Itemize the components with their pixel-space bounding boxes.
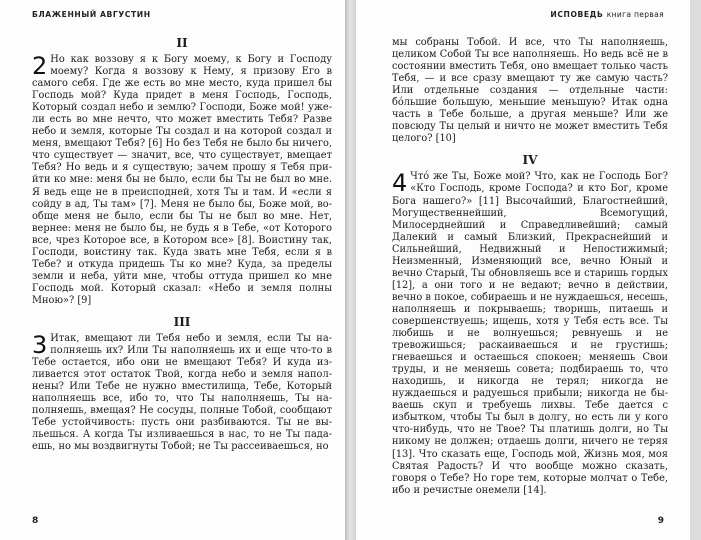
chapter-iii-paragraph	[32, 330, 332, 453]
left-page-text	[32, 36, 332, 453]
chapter-iv-paragraph	[392, 171, 668, 496]
right-page-text	[392, 37, 668, 497]
dropcap-4: 4	[392, 169, 408, 198]
chapter-ii-paragraph	[32, 54, 332, 307]
chapter-iv-text: Что́ же Ты, Боже мой? Что, как не Господь Бог? «Кто Господь, кроме Господа? и кто Бог, кроме Бога нашего?» [11] Высочайший, Благостнейший, Могущественнейший, Всемогущий, Милосерднейший и Справедливейший; самый Далекий и самый Близкий, Прекраснейший и Сильнейший, Недвижный и Непостижимый; Неизменный, Изменяющий все, вечно Юный и вечно Старый, Ты обновляешь все и старишь гордых [12], а они того и не ведают; вечно в действии, вечно в покое, собираешь и не нуждаешься, несешь, наполняешь и покрываешь; творишь, питаешь и совершенствуешь; ищешь, хотя у Тебя есть все. Ты любишь и не волнуешься; ревнуешь и не тревожишься; раскаиваешься и не грустишь; гневаешься и остаешься спокоен; меняешь Свои труды, и не меняешь совета; подбираешь то, что находишь, и никогда не терял; никогда не нуждаешься и радуешься прибыли; никогда не бываешь скуп и требуешь лихвы. Тебе дается с избытком, чтобы Ты был в долгу, но есть ли у кого что-нибудь, что не Твое? Ты платишь долги, но Ты никому не должен; отдаешь долги, ничего не теряя [13]. Что сказать еще, Господь мой, Жизнь моя, моя Святая Радость? И что вообще можно сказать, говоря о Тебе? Но горе тем, которые молчат о Тебе, ибо и речистые онемели [14].	[392, 171, 668, 496]
running-head-left: БЛАЖЕННЫЙ АВГУСТИН	[32, 10, 151, 19]
chapter-heading-ii: II	[176, 36, 188, 50]
dropcap-2: 2	[32, 52, 48, 80]
page-edge	[690, 0, 701, 540]
dropcap-3: 3	[32, 330, 48, 359]
book-gutter	[345, 0, 356, 540]
running-head-subtitle: книга первая	[606, 10, 664, 19]
chapter-heading-iii: III	[173, 314, 191, 329]
continuation-paragraph: мы собраны Тобой. И все, что Ты наполняешь, целиком Собой Ты все наполняешь. Но ведь всё не в состоянии вместить Тебя, оно вмещает только часть Тебя, — и все сразу вмещают ту же самую часть? Или отдельные создания — отдельные части: бо́льшие большую, меньшие меньшую? Итак одна часть в Тебе больше, а другая меньше? Или же повсюду Ты целый и ничто не может вместить Тебя целого? [10]	[392, 37, 668, 145]
chapter-iii-text: Итак, вмещают ли Тебя небо и земля, если Ты наполняешь их? Или Ты наполняешь их и еще что-то в Тебе остается, ибо они не вмещают Тебя? И куда изливается этот остаток Твой, когда небо и земля наполнены? Или Тебе не нужно вместилища, Тебе, Который наполняешь все, ибо то, что Ты наполняешь, Ты наполняешь, вмещая? Не сосуды, полные Тобой, сообщают Тебе устойчивость: пусть они разбиваются. Ты не выльешься. А когда Ты изливаешься в нас, то не Ты падаешь, но мы воздвигнуты Тобой; не Ты рассеиваешься, но	[32, 332, 332, 453]
running-head-title: ИСПОВЕДЬ	[550, 10, 604, 19]
page-number-right: 9	[657, 516, 664, 526]
left-page	[0, 0, 345, 540]
chapter-heading-iv: IV	[522, 153, 538, 168]
right-page	[356, 0, 690, 540]
running-head-right	[550, 10, 664, 19]
page-number-left: 8	[32, 516, 39, 526]
chapter-ii-text: Но как воззову я к Богу моему, к Богу и Господу моему? Когда я воззову к Нему, я призову Его в самого себя. Где же есть во мне место, куда пришел бы Господь мой? Куда придет в меня Господь, Господь, Который создал небо и землю? Господи, Боже мой! ужели есть во мне нечто, что может вместить Тебя? Разве небо и земля, которые Ты создал и на которой создал и меня, вмещают Тебя? [6] Но без Тебя не было бы ничего, что существует — значит, все, что существует, вмещает Тебя? Но ведь и я существую; зачем прошу я Тебя прийти ко мне: меня бы не было, если бы Ты не был во мне. Я ведь еще не в преисподней, хотя Ты и там. И «если я сойду в ад, Ты там» [7]. Меня не было бы, Боже мой, вообще меня не было, если бы Ты не был во мне. Нет, вернее: меня не было бы, не будь я в Тебе, «от Которого все, чрез Которое все, в Котором все» [8]. Воистину так, Господи, воистину так. Куда звать мне Тебя, если я в Тебе? и откуда придешь Ты ко мне? Куда, за пределы земли и неба, уйти мне, чтобы оттуда пришел ко мне Господь мой. Который сказал: «Небо и земля полны Мною»? [9]	[32, 54, 332, 306]
